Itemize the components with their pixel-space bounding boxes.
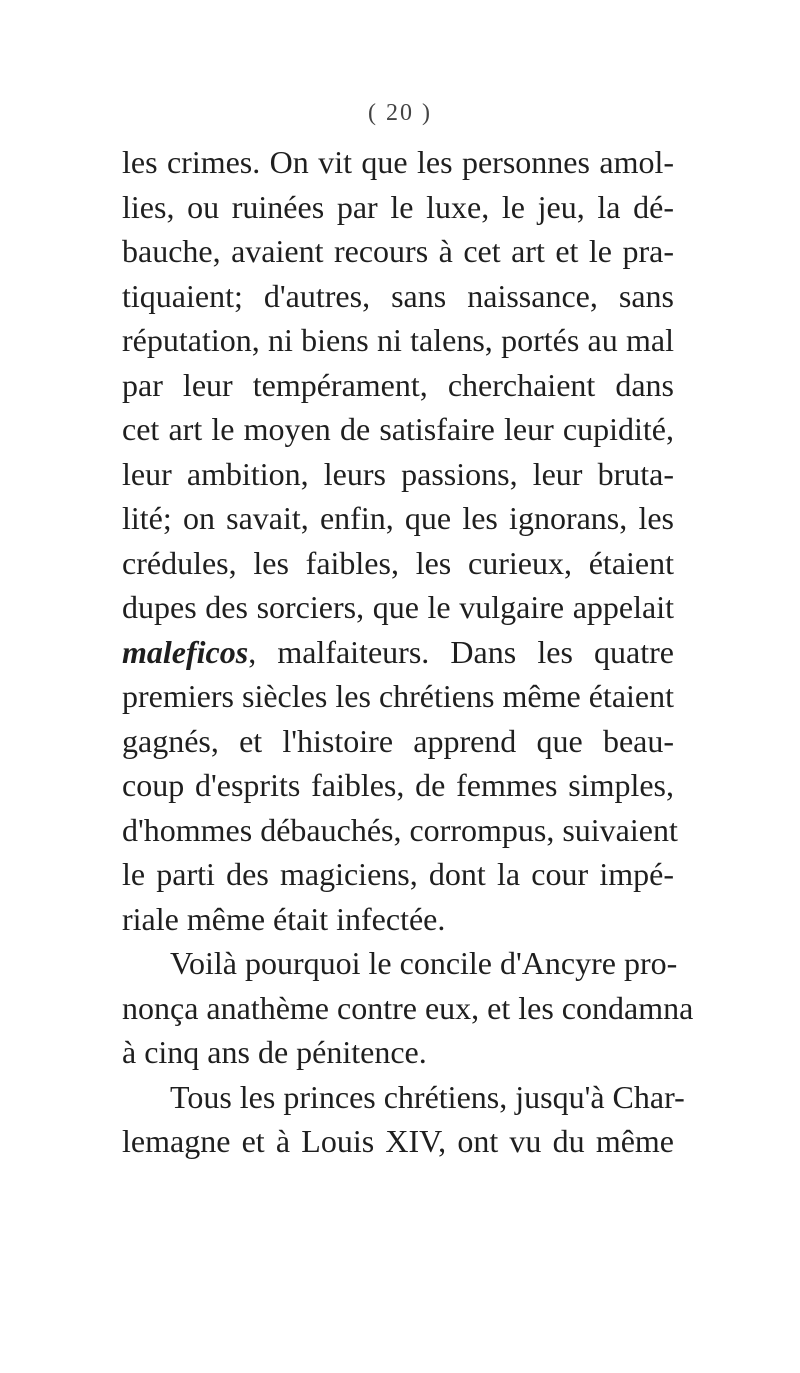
text-line: les crimes. On vit que les personnes amol- — [122, 144, 674, 180]
text-line: leur ambition, leurs passions, leur bruta- — [122, 455, 674, 492]
italic-word: maleficos — [122, 633, 249, 670]
text-line: cet art le moyen de satisfaire leur cupidité, — [122, 411, 674, 447]
text-line: dupes des sorciers, que le vulgaire appelait — [122, 589, 674, 625]
text-line: crédules, les faibles, les curieux, étaient — [122, 544, 674, 581]
text-line: nonça anathème contre eux, et les condamna — [122, 989, 694, 1026]
page-number: ( 20 ) — [368, 100, 432, 126]
text-line: riale même était infectée. — [122, 900, 446, 937]
text-line: par leur tempérament, cherchaient dans — [122, 366, 674, 403]
text-line: bauche, avaient recours à cet art et le pra- — [122, 233, 674, 269]
text-line: réputation, ni biens ni talens, portés au mal — [122, 322, 674, 358]
text-line: gagnés, et l'histoire apprend que beau- — [122, 722, 674, 759]
text-line: Tous les princes chrétiens, jusqu'à Char- — [170, 1078, 685, 1115]
text-line: coup d'esprits faibles, de femmes simples, — [122, 767, 674, 803]
text-line: d'hommes débauchés, corrompus, suivaient — [122, 811, 678, 848]
text-line — [122, 630, 674, 675]
text-line: lité; on savait, enfin, que les ignorans, les — [122, 500, 674, 536]
text-line-rest: , malfaiteurs. Dans les quatre — [248, 633, 674, 670]
text-line: le parti des magiciens, dont la cour impé- — [122, 856, 674, 892]
text-line: tiquaient; d'autres, sans naissance, sans — [122, 277, 674, 314]
text-line: premiers siècles les chrétiens même étaient — [122, 678, 674, 714]
body-text — [122, 140, 694, 1164]
text-line: à cinq ans de pénitence. — [122, 1034, 427, 1070]
text-line: Voilà pourquoi le concile d'Ancyre pro- — [170, 945, 678, 981]
text-line: lies, ou ruinées par le luxe, le jeu, la dé- — [122, 188, 674, 225]
text-line: lemagne et à Louis XIV, ont vu du même — [122, 1123, 674, 1159]
